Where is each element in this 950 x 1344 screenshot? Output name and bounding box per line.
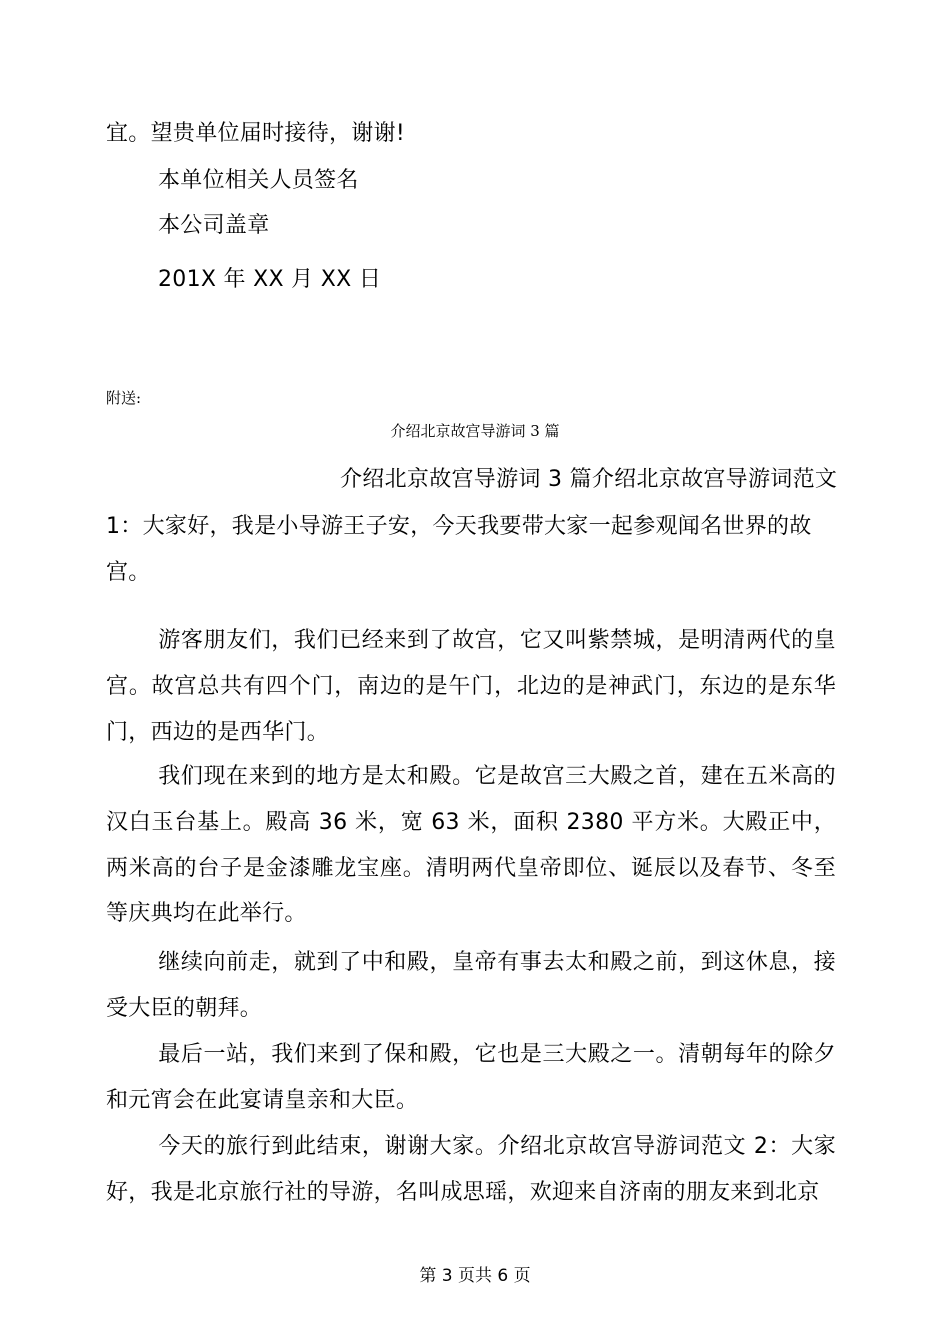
intro-line-1: 介绍北京故宫导游词 3 篇介绍北京故宫导游词范文 [340,467,838,492]
seal-line: 本公司盖章 [158,213,270,238]
paragraph-3-text: 继续向前走，就到了中和殿，皇帝有事去太和殿之前，到这休息，接受大臣的朝拜。 [106,950,836,1021]
intro-line-2: 1：大家好，我是小导游王子安，今天我要带大家一起参观闻名世界的故 [106,514,812,539]
paragraph-2 [106,754,836,937]
paragraph-4 [106,1032,836,1124]
paragraph-5-text: 今天的旅行到此结束，谢谢大家。介绍北京故宫导游词范文 2：大家好，我是北京旅行社的导游，名叫成思瑶，欢迎来自济南的朋友来到北京 [106,1134,836,1205]
appendix-title: 介绍北京故宫导游词 3 篇 [390,422,560,440]
paragraph-5 [106,1124,836,1216]
signature-line: 本单位相关人员签名 [158,168,359,193]
page-number-footer: 第 3 页共 6 页 [419,1266,531,1286]
paragraph-2-text: 我们现在来到的地方是太和殿。它是故宫三大殿之首，建在五米高的汉白玉台基上。殿高 36 米，宽 63 米，面积 2380 平方米。大殿正中，两米高的台子是金漆雕龙宝座。清明两代皇帝即位、诞辰以及春节、冬至等庆典均在此举行。 [106,764,836,927]
letter-closing-line: 宜。望贵单位届时接待，谢谢! [106,121,406,146]
paragraph-1-text: 游客朋友们，我们已经来到了故宫，它又叫紫禁城，是明清两代的皇宫。故宫总共有四个门，南边的是午门，北边的是神武门，东边的是东华门，西边的是西华门。 [106,628,836,745]
paragraph-3 [106,940,836,1032]
appendix-label: 附送: [106,389,142,407]
intro-line-3: 宫。 [106,560,151,585]
paragraph-4-text: 最后一站，我们来到了保和殿，它也是三大殿之一。清朝每年的除夕和元宵会在此宴请皇亲和大臣。 [106,1042,836,1113]
paragraph-1 [106,618,836,755]
date-line: 201X 年 XX 月 XX 日 [158,267,382,292]
